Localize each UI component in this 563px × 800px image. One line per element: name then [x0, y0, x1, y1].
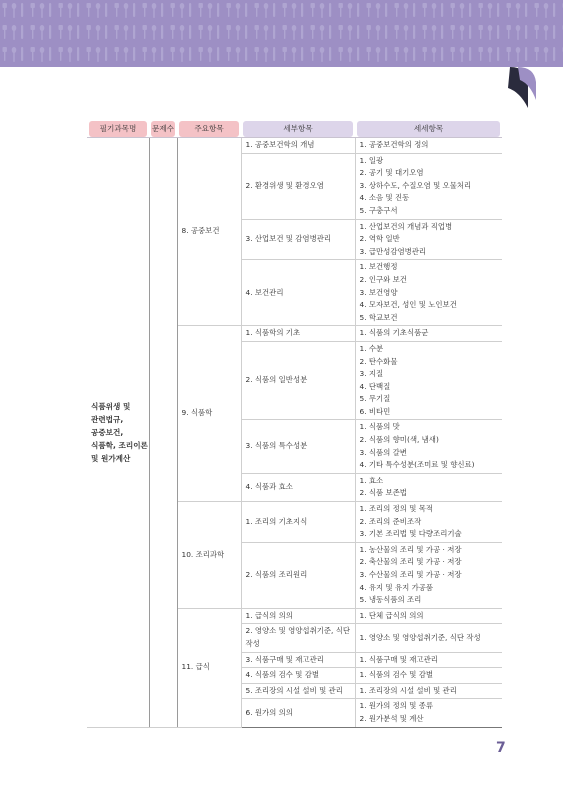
sub-item-line: 2. 식품의 일반성분	[245, 375, 308, 385]
detail-item-cell	[355, 420, 502, 473]
detail-item-line: 3. 급만성감염병관리	[359, 246, 427, 256]
detail-item-cell	[355, 326, 502, 342]
detail-item-line: 1. 식품의 맛	[359, 422, 400, 432]
detail-item-line: 2. 식품의 향미(색, 냄새)	[359, 435, 439, 445]
main-item-cell: 9. 식품학	[177, 326, 241, 502]
subject-name-cell	[87, 138, 149, 728]
header-main-item: 주요항목	[177, 121, 241, 138]
sub-item-line: 4. 식품의 검수 및 감별	[245, 670, 320, 680]
sub-item-cell	[241, 219, 355, 260]
subject-name-line: 공중보건,	[91, 427, 124, 437]
sub-item-line: 4. 식품과 효소	[245, 482, 293, 492]
detail-item-line: 2. 공기 및 대기오염	[359, 168, 424, 178]
detail-item-cell	[355, 624, 502, 652]
detail-item-cell	[355, 138, 502, 154]
sub-item-cell	[241, 326, 355, 342]
detail-item-cell	[355, 608, 502, 624]
detail-item-line: 2. 축산물의 조리 및 가공 · 저장	[359, 557, 462, 567]
detail-item-line: 3. 기본 조리법 및 다량조리기술	[359, 529, 462, 539]
sub-item-cell	[241, 502, 355, 543]
subject-name-line: 식품학, 조리이론	[91, 440, 148, 450]
detail-item-line: 2. 조리의 준비조작	[359, 516, 422, 526]
detail-item-cell	[355, 153, 502, 219]
detail-item-line: 4. 유지 및 유지 가공품	[359, 582, 434, 592]
detail-item-line: 1. 효소	[359, 475, 384, 485]
detail-item-line: 1. 보건행정	[359, 262, 398, 272]
sub-item-cell	[241, 138, 355, 154]
sub-item-line: 3. 산업보건 및 감염병관리	[245, 234, 331, 244]
detail-item-line: 2. 원가분석 및 계산	[359, 713, 424, 723]
page-number: 7	[496, 740, 506, 756]
detail-item-line: 6. 비타민	[359, 406, 391, 416]
detail-item-line: 4. 단백질	[359, 381, 391, 391]
detail-item-line: 3. 보건영양	[359, 287, 398, 297]
sub-item-cell	[241, 473, 355, 501]
detail-item-line: 3. 수산물의 조리 및 가공 · 저장	[359, 570, 462, 579]
detail-item-line: 5. 학교보건	[359, 312, 398, 322]
header-detail-item: 세세항목	[355, 121, 502, 138]
detail-item-line: 1. 조리의 정의 및 목적	[359, 504, 434, 514]
sub-item-cell	[241, 683, 355, 699]
table-row	[87, 138, 502, 154]
sub-item-cell	[241, 699, 355, 727]
decorative-header-banner	[0, 0, 563, 68]
detail-item-cell	[355, 668, 502, 684]
sub-item-cell	[241, 652, 355, 668]
detail-item-cell	[355, 683, 502, 699]
detail-item-line: 1. 일광	[359, 155, 384, 165]
sub-item-line: 1. 급식의 의의	[245, 610, 293, 620]
detail-item-cell	[355, 219, 502, 260]
banner-cutlery-pattern	[0, 0, 563, 67]
header-question-count: 문제수	[149, 121, 177, 138]
sub-item-line: 3. 식품구매 및 재고관리	[245, 654, 324, 664]
sub-item-line: 3. 식품의 특수성분	[245, 441, 308, 451]
sub-item-line: 1. 조리의 기초지식	[245, 516, 308, 526]
sub-item-cell	[241, 608, 355, 624]
detail-item-line: 1. 공중보건학의 정의	[359, 140, 429, 149]
detail-item-line: 3. 식품의 갈변	[359, 447, 407, 457]
detail-item-cell	[355, 260, 502, 326]
detail-item-cell	[355, 652, 502, 668]
detail-item-line: 1. 원가의 정의 및 종류	[359, 701, 434, 711]
detail-item-line: 3. 상하수도, 수질오염 및 오물처리	[359, 180, 472, 190]
sub-item-line: 1. 공중보건학의 개념	[245, 140, 315, 149]
header-sub-item: 세부항목	[241, 121, 355, 138]
subject-name-line: 및 원가계산	[91, 453, 131, 463]
detail-item-line: 4. 기타 특수성분(조미료 및 향신료)	[359, 460, 475, 470]
detail-item-line: 5. 구충구서	[359, 205, 398, 215]
detail-item-line: 1. 조리장의 시설 설비 및 관리	[359, 685, 457, 695]
detail-item-line: 1. 식품구매 및 재고관리	[359, 654, 438, 664]
sub-item-line: 2. 환경위생 및 환경오염	[245, 180, 324, 190]
syllabus-table	[87, 121, 502, 728]
detail-item-line: 4. 소음 및 진동	[359, 193, 410, 203]
sub-item-cell	[241, 420, 355, 473]
sub-item-cell	[241, 153, 355, 219]
detail-item-line: 1. 농산물의 조리 및 가공 · 저장	[359, 544, 462, 554]
main-item-cell: 11. 급식	[177, 608, 241, 727]
sub-item-line: 1. 식품학의 기초	[245, 328, 301, 338]
sub-item-line: 6. 원가의 의의	[245, 707, 293, 717]
subject-name-line: 식품위생 및	[91, 401, 131, 411]
detail-item-line: 1. 식품의 검수 및 감별	[359, 670, 434, 680]
question-count-cell	[149, 138, 177, 728]
detail-item-line: 1. 단체 급식의 의의	[359, 610, 424, 620]
table-header-row	[87, 121, 502, 138]
detail-item-line: 5. 무기질	[359, 394, 391, 404]
sub-item-line: 2. 영양소 및 영양섭취기준, 식단	[245, 626, 350, 636]
sub-item-line: 작성	[245, 638, 260, 648]
detail-item-line: 1. 영양소 및 영양섭취기준, 식단 작성	[359, 632, 481, 642]
sub-item-line: 2. 식품의 조리원리	[245, 570, 308, 579]
detail-item-line: 4. 모자보건, 성인 및 노인보건	[359, 300, 457, 310]
subject-name-line: 관련법규,	[91, 414, 124, 424]
main-item-cell: 8. 공중보건	[177, 138, 241, 326]
sub-item-cell	[241, 668, 355, 684]
detail-item-line: 2. 식품 보존법	[359, 488, 407, 498]
detail-item-cell	[355, 699, 502, 727]
detail-item-line: 2. 역학 일반	[359, 234, 400, 244]
detail-item-line: 1. 수분	[359, 343, 384, 353]
detail-item-cell	[355, 502, 502, 543]
detail-item-line: 2. 탄수화물	[359, 356, 398, 366]
detail-item-line: 3. 지질	[359, 369, 384, 379]
detail-item-line: 1. 산업보건의 개념과 직업병	[359, 221, 453, 231]
detail-item-cell	[355, 341, 502, 420]
header-subject: 필기과목명	[87, 121, 149, 138]
sub-item-cell	[241, 341, 355, 420]
sub-item-cell	[241, 542, 355, 608]
sub-item-line: 5. 조리장의 시설 설비 및 관리	[245, 685, 343, 695]
sub-item-line: 4. 보건관리	[245, 287, 284, 297]
main-item-cell: 10. 조리과학	[177, 502, 241, 609]
detail-item-line: 2. 인구와 보건	[359, 274, 407, 284]
detail-item-line: 1. 식품의 기초식품군	[359, 328, 429, 338]
sub-item-cell	[241, 260, 355, 326]
detail-item-cell	[355, 473, 502, 501]
detail-item-cell	[355, 542, 502, 608]
detail-item-line: 5. 냉동식품의 조리	[359, 595, 422, 605]
sub-item-cell	[241, 624, 355, 652]
